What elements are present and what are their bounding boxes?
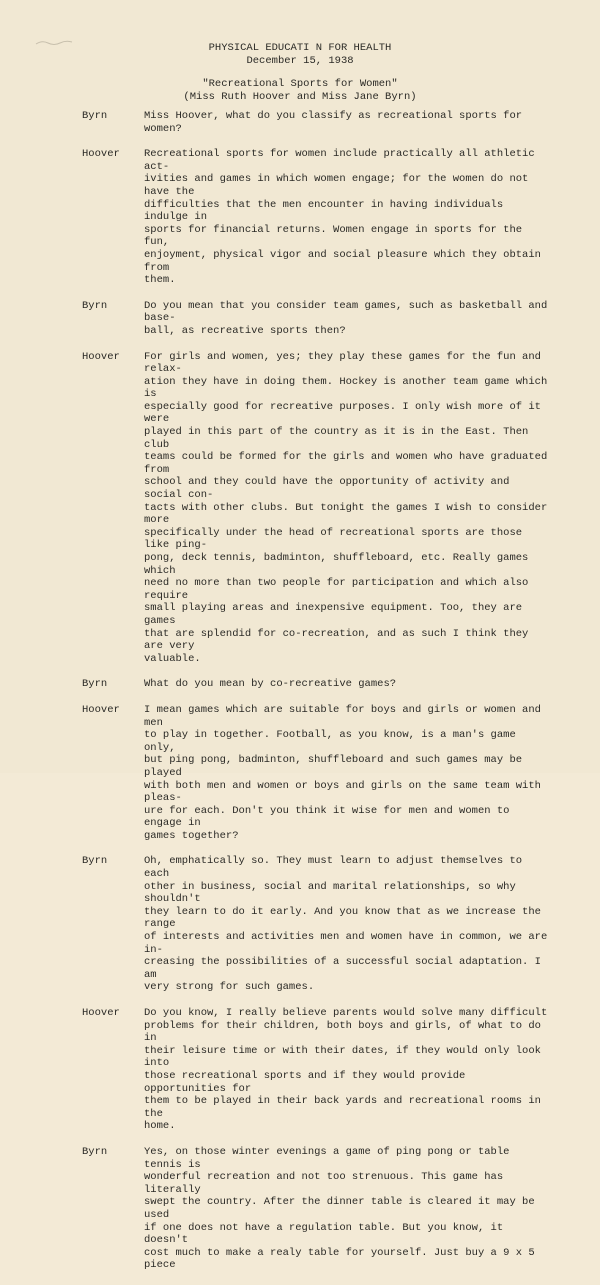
document-header <box>0 42 600 68</box>
dialogue-entry <box>82 148 552 287</box>
dialogue-entry <box>82 351 552 666</box>
dialogue-entry <box>82 678 552 691</box>
speech-text: I mean games which are suitable for boys and girls or women and men to play in together. Football, as you know, is a man's game only, but ping pong, badminton, shuffleboard and such games may be played with both men and women or boys and girls on the same team with pleas- ure for each. Don't you think it wise for men and women to engage in games together? <box>144 703 541 842</box>
document-title: PHYSICAL EDUCATI N FOR HEALTH <box>208 42 392 54</box>
dialogue-entry <box>82 855 552 994</box>
speech-text: Yes, on those winter evenings a game of ping pong or table tennis is wonderful recreation and not too strenuous. This game has literally swept the country. After the dinner table is cleared it may be used if one does not have a regulation table. But you know, it doesn't cost much to make a realy table for yourself. Just buy a 9 x 5 piece <box>144 1145 535 1272</box>
speech-text: Miss Hoover, what do you classify as recreational sports for women? <box>144 110 523 135</box>
dialogue-entry <box>82 704 552 843</box>
dialogue-entry <box>82 110 552 135</box>
dialogue-entry <box>82 1146 552 1272</box>
dialogue-transcript <box>82 110 552 1285</box>
document-date: December 15, 1938 <box>246 55 354 67</box>
speaker-name: Hoover <box>82 148 120 161</box>
program-participants: (Miss Ruth Hoover and Miss Jane Byrn) <box>183 91 417 103</box>
speech-text: Do you know, I really believe parents would solve many difficult problems for their children, both boys and girls, of what to do in their leisure time or with their dates, if they would only look into those recreational sports and if they would provide opportunities for them to be played in their back yards and recreational rooms in the home. <box>144 1007 548 1133</box>
program-subtitle <box>0 78 600 104</box>
speech-text: Oh, emphatically so. They must learn to adjust themselves to each other in business, social and marital relationships, so why shouldn't they learn to do it early. And you know that as we increase the range of interests and activities men and women have in common, we are in- creasing the possibilities of a successful social adaptation. I am very strong for such games. <box>144 855 548 994</box>
speaker-name: Byrn <box>82 678 108 691</box>
speaker-name: Byrn <box>82 1145 108 1158</box>
speech-text: What do you mean by co-recreative games? <box>144 678 397 691</box>
speaker-name: Hoover <box>82 1007 120 1019</box>
speech-text: Recreational sports for women include practically all athletic act- ivities and games in which women engage; for the women do not have the difficulties that the men encounter in having individuals indulge in sports for financial returns. Women engage in sports for the fun, enjoyment, physical vigor and social pleasure which they obtain from them. <box>144 148 541 287</box>
speech-text: For girls and women, yes; they play these games for the fun and relax- ation they have in doing them. Hockey is another team game which is especially good for recreative purposes. I only wish more of it were played in this part of the country as it is in the East. Then club teams could be formed for the girls and women who have graduated from school and they could have the opportunity of activity and social con- tacts with other clubs. But tonight the games I wish to consider more specifically under the head of recreational sports are those like ping- pong, deck tennis, badminton, shuffleboard, etc. Really games which need no more than two people for participation and which also require small playing areas and inexpensive equipment. Too, they are games that are splendid for co-recreation, and as such I think they are very valuable. <box>144 350 548 665</box>
speaker-name: Byrn <box>82 855 108 868</box>
speaker-name: Byrn <box>82 299 108 312</box>
program-topic: "Recreational Sports for Women" <box>202 78 398 90</box>
speaker-name: Byrn <box>82 110 108 122</box>
dialogue-entry <box>82 1007 552 1133</box>
speaker-name: Hoover <box>82 350 120 363</box>
dialogue-entry <box>82 300 552 338</box>
speech-text: Do you mean that you consider team games, such as basketball and base- ball, as recreative sports then? <box>144 299 548 337</box>
speaker-name: Hoover <box>82 703 120 716</box>
